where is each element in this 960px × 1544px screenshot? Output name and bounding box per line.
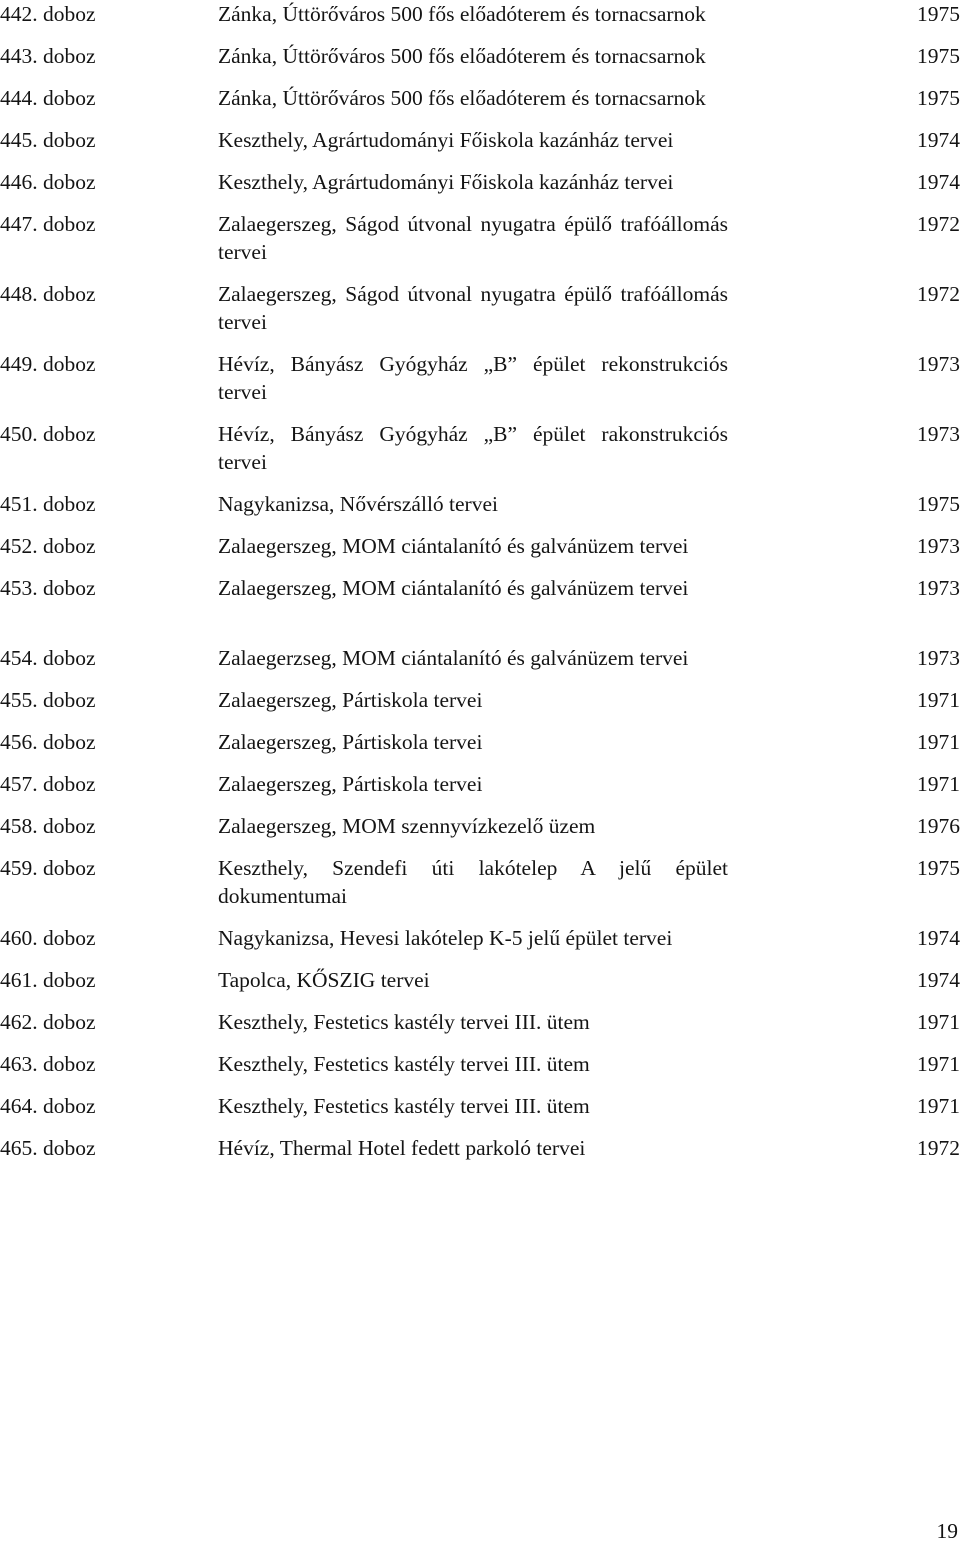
box-description: Keszthely, Festetics kastély tervei III. ütem [218,1052,590,1076]
box-year: 1972 [917,1136,960,1160]
list-item [0,574,960,602]
box-number: 460. doboz [0,926,96,950]
box-description: Zalaegerszeg, Ságod útvonal nyugatra épülő trafóállomás tervei [218,212,728,264]
box-year: 1975 [917,492,960,516]
box-description: Zalaegerszeg, Pártiskola tervei [218,730,483,754]
box-description: Hévíz, Bányász Gyógyház „B” épület rekonstrukciós tervei [218,352,728,404]
box-description: Nagykanizsa, Hevesi lakótelep K-5 jelű épület tervei [218,926,673,950]
box-year: 1971 [917,688,960,712]
list-item [0,168,960,196]
box-year: 1971 [917,1094,960,1118]
list-item [0,966,960,994]
box-description: Hévíz, Bányász Gyógyház „B” épület rakonstrukciós tervei [218,422,728,474]
box-description: Zalaegerszeg, Pártiskola tervei [218,772,483,796]
box-description: Zalaegerszeg, Pártiskola tervei [218,688,483,712]
box-year: 1976 [917,814,960,838]
list-item [0,420,960,476]
box-description: Nagykanizsa, Nővérszálló tervei [218,492,498,516]
box-number: 446. doboz [0,170,96,194]
list-item [0,854,960,910]
list-item [0,644,960,672]
box-number: 454. doboz [0,646,96,670]
list-item [0,1050,960,1078]
box-year: 1974 [917,170,960,194]
list-item [0,686,960,714]
box-number: 459. doboz [0,856,96,880]
box-year: 1973 [917,422,960,446]
box-description: Keszthely, Agrártudományi Főiskola kazánház tervei [218,170,674,194]
box-description: Keszthely, Szendefi úti lakótelep A jelű épület dokumentumai [218,856,728,908]
box-description: Hévíz, Thermal Hotel fedett parkoló tervei [218,1136,586,1160]
box-number: 452. doboz [0,534,96,558]
list-item [0,1092,960,1120]
box-description: Zalaegerszeg, MOM szennyvízkezelő üzem [218,814,596,838]
box-year: 1975 [917,86,960,110]
box-number: 449. doboz [0,352,96,376]
box-year: 1974 [917,926,960,950]
list-item [0,812,960,840]
box-number: 463. doboz [0,1052,96,1076]
box-number: 465. doboz [0,1136,96,1160]
list-item [0,210,960,266]
box-number: 450. doboz [0,422,96,446]
box-year: 1974 [917,128,960,152]
box-number: 444. doboz [0,86,96,110]
box-number: 442. doboz [0,2,96,26]
list-item [0,490,960,518]
box-description: Zánka, Úttörőváros 500 fős előadóterem és tornacsarnok [218,86,706,110]
list-item [0,1134,960,1162]
list-item [0,728,960,756]
box-number: 456. doboz [0,730,96,754]
box-description: Zánka, Úttörőváros 500 fős előadóterem és tornacsarnok [218,44,706,68]
box-number: 455. doboz [0,688,96,712]
box-year: 1971 [917,730,960,754]
box-number: 462. doboz [0,1010,96,1034]
box-description: Zalaegerzseg, MOM ciántalanító és galvánüzem tervei [218,646,689,670]
box-number: 448. doboz [0,282,96,306]
box-year: 1973 [917,534,960,558]
list-item [0,1008,960,1036]
box-number: 458. doboz [0,814,96,838]
list-item [0,770,960,798]
box-description: Keszthely, Agrártudományi Főiskola kazánház tervei [218,128,674,152]
list-item [0,0,960,28]
box-year: 1973 [917,646,960,670]
box-number: 443. doboz [0,44,96,68]
box-year: 1975 [917,2,960,26]
box-year: 1971 [917,1010,960,1034]
list-item [0,280,960,336]
list-item [0,924,960,952]
list-item [0,126,960,154]
box-number: 445. doboz [0,128,96,152]
box-number: 457. doboz [0,772,96,796]
box-year: 1973 [917,576,960,600]
box-number: 447. doboz [0,212,96,236]
box-year: 1971 [917,772,960,796]
box-description: Zalaegerszeg, Ságod útvonal nyugatra épülő trafóállomás tervei [218,282,728,334]
box-year: 1973 [917,352,960,376]
box-description: Zánka, Úttörőváros 500 fős előadóterem és tornacsarnok [218,2,706,26]
box-year: 1971 [917,1052,960,1076]
list-item [0,532,960,560]
box-year: 1975 [917,44,960,68]
page-number: 19 [936,1519,958,1543]
box-description: Zalaegerszeg, MOM ciántalanító és galvánüzem tervei [218,576,689,600]
box-number: 453. doboz [0,576,96,600]
box-number: 451. doboz [0,492,96,516]
box-year: 1974 [917,968,960,992]
box-description: Zalaegerszeg, MOM ciántalanító és galvánüzem tervei [218,534,689,558]
box-year: 1972 [917,212,960,236]
box-number: 461. doboz [0,968,96,992]
box-description: Tapolca, KŐSZIG tervei [218,968,430,992]
box-description: Keszthely, Festetics kastély tervei III. ütem [218,1094,590,1118]
box-year: 1975 [917,856,960,880]
box-year: 1972 [917,282,960,306]
list-item [0,84,960,112]
box-number: 464. doboz [0,1094,96,1118]
list-item [0,350,960,406]
box-description: Keszthely, Festetics kastély tervei III. ütem [218,1010,590,1034]
list-item [0,42,960,70]
